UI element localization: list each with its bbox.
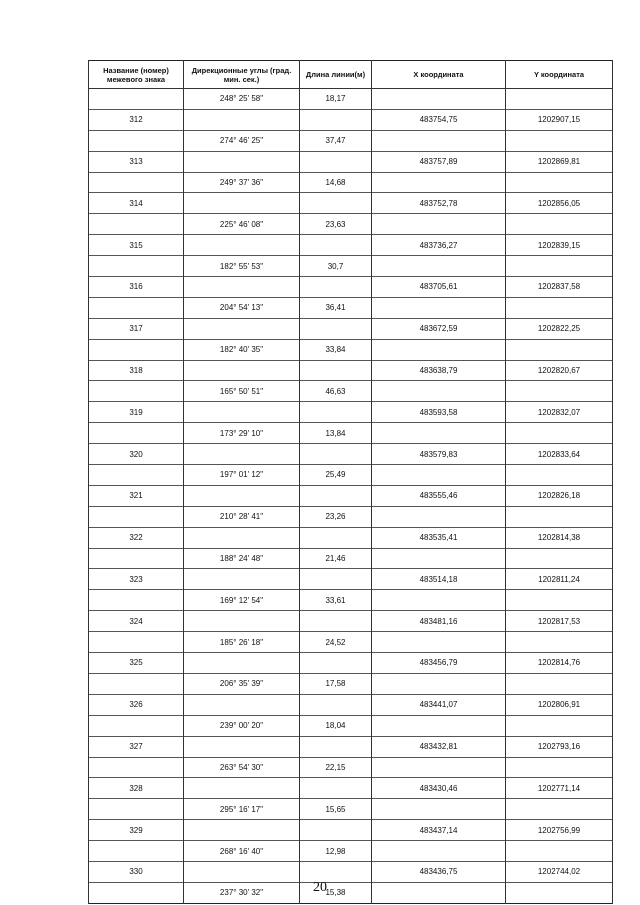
y-coordinate: 1202833,64 — [506, 444, 613, 465]
x-coordinate: 483579,83 — [372, 444, 506, 465]
empty-cell — [89, 130, 184, 151]
page-number: 20 — [313, 880, 327, 895]
empty-cell — [372, 339, 506, 360]
mark-row — [89, 402, 613, 423]
x-coordinate: 483514,18 — [372, 569, 506, 590]
x-coordinate: 483535,41 — [372, 527, 506, 548]
segment-length: 30,7 — [300, 256, 372, 277]
y-coordinate: 1202811,24 — [506, 569, 613, 590]
segment-row — [89, 506, 613, 527]
segment-row — [89, 548, 613, 569]
empty-cell — [89, 297, 184, 318]
mark-number: 319 — [89, 402, 184, 423]
mark-number: 321 — [89, 485, 184, 506]
segment-length: 24,52 — [300, 632, 372, 653]
mark-number: 320 — [89, 444, 184, 465]
segment-angle: 274° 46' 25" — [184, 130, 300, 151]
empty-cell — [372, 172, 506, 193]
empty-cell — [89, 465, 184, 486]
segment-row — [89, 590, 613, 611]
mark-row — [89, 653, 613, 674]
header-mark-name: Название (номер) межевого знака — [89, 61, 184, 89]
empty-cell — [300, 193, 372, 214]
mark-row — [89, 193, 613, 214]
empty-cell — [89, 715, 184, 736]
empty-cell — [372, 256, 506, 277]
segment-row — [89, 172, 613, 193]
empty-cell — [89, 590, 184, 611]
segment-row — [89, 715, 613, 736]
empty-cell — [372, 130, 506, 151]
coordinates-table — [88, 60, 613, 904]
segment-angle: 165° 50' 51" — [184, 381, 300, 402]
empty-cell — [300, 611, 372, 632]
empty-cell — [89, 632, 184, 653]
table-body — [89, 89, 613, 904]
segment-row — [89, 89, 613, 110]
y-coordinate: 1202817,53 — [506, 611, 613, 632]
mark-number: 329 — [89, 820, 184, 841]
empty-cell — [506, 632, 613, 653]
segment-angle: 239° 00' 20" — [184, 715, 300, 736]
empty-cell — [372, 799, 506, 820]
y-coordinate: 1202793,16 — [506, 736, 613, 757]
x-coordinate: 483757,89 — [372, 151, 506, 172]
empty-cell — [184, 653, 300, 674]
empty-cell — [506, 548, 613, 569]
mark-number: 326 — [89, 694, 184, 715]
segment-row — [89, 673, 613, 694]
empty-cell — [184, 694, 300, 715]
empty-cell — [372, 506, 506, 527]
segment-angle: 188° 24' 48" — [184, 548, 300, 569]
empty-cell — [372, 757, 506, 778]
mark-number: 327 — [89, 736, 184, 757]
mark-number: 322 — [89, 527, 184, 548]
empty-cell — [184, 444, 300, 465]
empty-cell — [506, 297, 613, 318]
empty-cell — [300, 402, 372, 423]
empty-cell — [300, 318, 372, 339]
empty-cell — [506, 673, 613, 694]
empty-cell — [89, 548, 184, 569]
empty-cell — [184, 235, 300, 256]
segment-length: 18,17 — [300, 89, 372, 110]
y-coordinate: 1202771,14 — [506, 778, 613, 799]
empty-cell — [506, 715, 613, 736]
mark-row — [89, 109, 613, 130]
segment-angle: 169° 12' 54" — [184, 590, 300, 611]
segment-angle: 173° 29' 10" — [184, 423, 300, 444]
segment-length: 22,15 — [300, 757, 372, 778]
empty-cell — [372, 590, 506, 611]
empty-cell — [184, 360, 300, 381]
mark-number: 318 — [89, 360, 184, 381]
mark-row — [89, 485, 613, 506]
empty-cell — [300, 151, 372, 172]
x-coordinate: 483432,81 — [372, 736, 506, 757]
segment-row — [89, 214, 613, 235]
mark-number: 317 — [89, 318, 184, 339]
empty-cell — [89, 841, 184, 862]
empty-cell — [89, 799, 184, 820]
mark-number: 328 — [89, 778, 184, 799]
segment-row — [89, 339, 613, 360]
empty-cell — [300, 820, 372, 841]
segment-angle: 248° 25' 58" — [184, 89, 300, 110]
segment-length: 21,46 — [300, 548, 372, 569]
mark-row — [89, 277, 613, 298]
mark-number: 312 — [89, 109, 184, 130]
empty-cell — [372, 715, 506, 736]
y-coordinate: 1202907,15 — [506, 109, 613, 130]
empty-cell — [89, 673, 184, 694]
y-coordinate: 1202856,05 — [506, 193, 613, 214]
mark-row — [89, 736, 613, 757]
segment-row — [89, 256, 613, 277]
empty-cell — [372, 548, 506, 569]
segment-length: 18,04 — [300, 715, 372, 736]
empty-cell — [506, 130, 613, 151]
empty-cell — [506, 256, 613, 277]
empty-cell — [506, 214, 613, 235]
mark-row — [89, 694, 613, 715]
y-coordinate: 1202756,99 — [506, 820, 613, 841]
empty-cell — [372, 841, 506, 862]
empty-cell — [300, 444, 372, 465]
empty-cell — [89, 423, 184, 444]
x-coordinate: 483456,79 — [372, 653, 506, 674]
segment-row — [89, 423, 613, 444]
x-coordinate: 483481,16 — [372, 611, 506, 632]
segment-length: 23,63 — [300, 214, 372, 235]
empty-cell — [89, 172, 184, 193]
empty-cell — [506, 172, 613, 193]
empty-cell — [506, 339, 613, 360]
y-coordinate: 1202826,18 — [506, 485, 613, 506]
x-coordinate: 483436,75 — [372, 861, 506, 882]
segment-row — [89, 465, 613, 486]
x-coordinate: 483437,14 — [372, 820, 506, 841]
empty-cell — [184, 151, 300, 172]
mark-row — [89, 318, 613, 339]
mark-number: 315 — [89, 235, 184, 256]
x-coordinate: 483430,46 — [372, 778, 506, 799]
empty-cell — [300, 360, 372, 381]
header-y-coordinate: Y координата — [506, 61, 613, 89]
empty-cell — [184, 611, 300, 632]
segment-length: 25,49 — [300, 465, 372, 486]
y-coordinate: 1202839,15 — [506, 235, 613, 256]
segment-row — [89, 632, 613, 653]
y-coordinate: 1202814,76 — [506, 653, 613, 674]
empty-cell — [184, 736, 300, 757]
segment-angle: 263° 54' 30" — [184, 757, 300, 778]
mark-number: 324 — [89, 611, 184, 632]
empty-cell — [506, 506, 613, 527]
empty-cell — [300, 569, 372, 590]
segment-length: 37,47 — [300, 130, 372, 151]
x-coordinate: 483705,61 — [372, 277, 506, 298]
y-coordinate: 1202744,02 — [506, 861, 613, 882]
empty-cell — [506, 799, 613, 820]
mark-row — [89, 235, 613, 256]
empty-cell — [300, 277, 372, 298]
segment-length: 15,38 — [300, 882, 372, 903]
segment-length: 15,65 — [300, 799, 372, 820]
empty-cell — [506, 841, 613, 862]
segment-row — [89, 757, 613, 778]
mark-row — [89, 778, 613, 799]
empty-cell — [506, 381, 613, 402]
segment-angle: 182° 55' 53" — [184, 256, 300, 277]
segment-row — [89, 381, 613, 402]
x-coordinate: 483754,75 — [372, 109, 506, 130]
empty-cell — [300, 527, 372, 548]
y-coordinate: 1202820,67 — [506, 360, 613, 381]
empty-cell — [89, 339, 184, 360]
empty-cell — [184, 318, 300, 339]
segment-length: 46,63 — [300, 381, 372, 402]
table-header-row — [89, 61, 613, 89]
segment-length: 12,98 — [300, 841, 372, 862]
empty-cell — [184, 109, 300, 130]
segment-angle: 210° 28' 41" — [184, 506, 300, 527]
header-direction-angle: Дирекционные углы (град. мин. сек.) — [184, 61, 300, 89]
segment-length: 33,84 — [300, 339, 372, 360]
segment-length: 17,58 — [300, 673, 372, 694]
mark-number: 313 — [89, 151, 184, 172]
segment-angle: 268° 16' 40" — [184, 841, 300, 862]
empty-cell — [300, 235, 372, 256]
mark-number: 323 — [89, 569, 184, 590]
x-coordinate: 483736,27 — [372, 235, 506, 256]
empty-cell — [506, 590, 613, 611]
segment-angle: 182° 40' 35" — [184, 339, 300, 360]
segment-length: 36,41 — [300, 297, 372, 318]
mark-row — [89, 527, 613, 548]
empty-cell — [372, 465, 506, 486]
empty-cell — [300, 653, 372, 674]
empty-cell — [184, 485, 300, 506]
segment-angle: 249° 37' 36" — [184, 172, 300, 193]
empty-cell — [184, 277, 300, 298]
empty-cell — [89, 381, 184, 402]
y-coordinate: 1202814,38 — [506, 527, 613, 548]
mark-number: 314 — [89, 193, 184, 214]
empty-cell — [89, 214, 184, 235]
segment-row — [89, 297, 613, 318]
y-coordinate: 1202822,25 — [506, 318, 613, 339]
empty-cell — [300, 694, 372, 715]
empty-cell — [372, 381, 506, 402]
empty-cell — [184, 820, 300, 841]
segment-angle: 197° 01' 12" — [184, 465, 300, 486]
empty-cell — [300, 778, 372, 799]
empty-cell — [89, 256, 184, 277]
y-coordinate: 1202837,58 — [506, 277, 613, 298]
mark-row — [89, 820, 613, 841]
segment-angle: 225° 46' 08" — [184, 214, 300, 235]
mark-row — [89, 360, 613, 381]
segment-angle: 185° 26' 18" — [184, 632, 300, 653]
empty-cell — [184, 569, 300, 590]
segment-angle: 206° 35' 39" — [184, 673, 300, 694]
x-coordinate: 483593,58 — [372, 402, 506, 423]
mark-number: 325 — [89, 653, 184, 674]
x-coordinate: 483555,46 — [372, 485, 506, 506]
empty-cell — [300, 736, 372, 757]
segment-row — [89, 841, 613, 862]
header-x-coordinate: X координата — [372, 61, 506, 89]
x-coordinate: 483441,07 — [372, 694, 506, 715]
segment-length: 33,61 — [300, 590, 372, 611]
y-coordinate: 1202869,81 — [506, 151, 613, 172]
y-coordinate: 1202806,91 — [506, 694, 613, 715]
x-coordinate: 483752,78 — [372, 193, 506, 214]
mark-row — [89, 569, 613, 590]
empty-cell — [300, 109, 372, 130]
empty-cell — [506, 423, 613, 444]
empty-cell — [184, 778, 300, 799]
mark-number: 316 — [89, 277, 184, 298]
x-coordinate: 483638,79 — [372, 360, 506, 381]
segment-row — [89, 130, 613, 151]
empty-cell — [89, 757, 184, 778]
segment-angle: 295° 16' 17" — [184, 799, 300, 820]
y-coordinate: 1202832,07 — [506, 402, 613, 423]
segment-angle: 237° 30' 32" — [184, 882, 300, 903]
empty-cell — [372, 423, 506, 444]
segment-row — [89, 799, 613, 820]
empty-cell — [300, 485, 372, 506]
empty-cell — [184, 402, 300, 423]
empty-cell — [184, 193, 300, 214]
header-line-length: Длина линии(м) — [300, 61, 372, 89]
empty-cell — [89, 506, 184, 527]
mark-row — [89, 151, 613, 172]
segment-length: 23,26 — [300, 506, 372, 527]
empty-cell — [372, 632, 506, 653]
mark-row — [89, 444, 613, 465]
empty-cell — [506, 465, 613, 486]
mark-number: 330 — [89, 861, 184, 882]
segment-length: 14,68 — [300, 172, 372, 193]
empty-cell — [184, 527, 300, 548]
empty-cell — [506, 757, 613, 778]
empty-cell — [372, 673, 506, 694]
segment-length: 13,84 — [300, 423, 372, 444]
segment-angle: 204° 54' 13" — [184, 297, 300, 318]
empty-cell — [372, 297, 506, 318]
empty-cell — [372, 214, 506, 235]
mark-row — [89, 611, 613, 632]
x-coordinate: 483672,59 — [372, 318, 506, 339]
